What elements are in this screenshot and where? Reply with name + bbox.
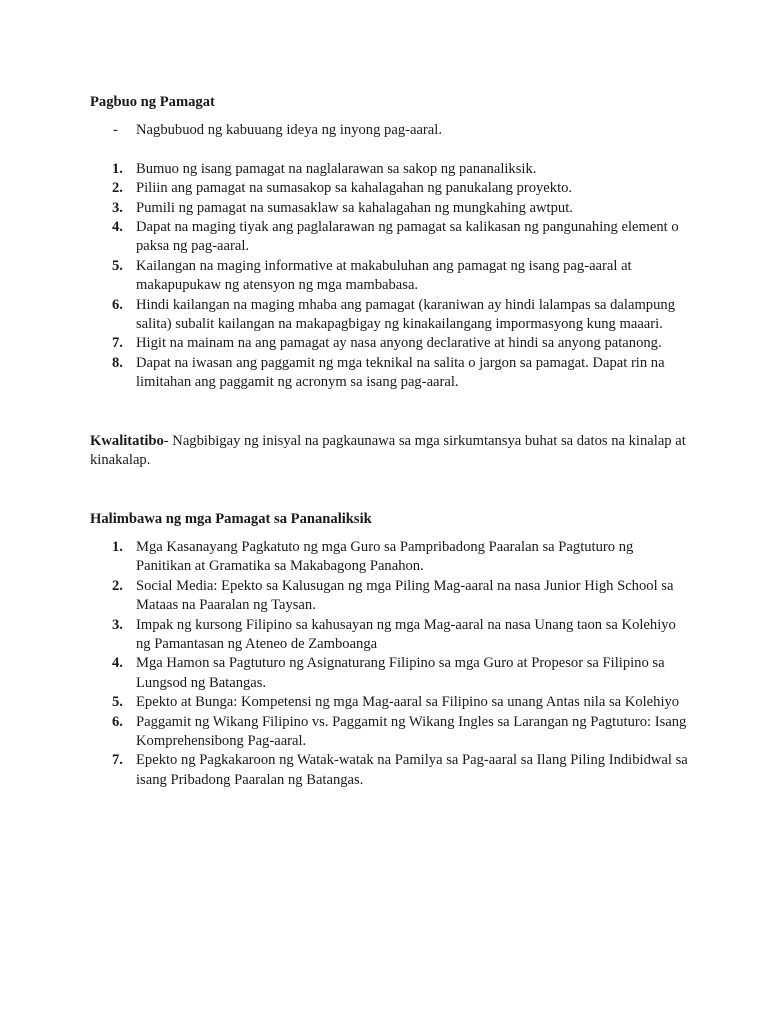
guideline-item [90, 160, 690, 179]
guideline-item [90, 354, 690, 393]
example-item [90, 693, 690, 712]
guideline-text: Higit na mainam na ang pamagat ay nasa anyong declarative at hindi sa anyong patanong. [136, 335, 662, 352]
definition-paragraph [90, 432, 690, 471]
guideline-item [90, 179, 690, 198]
example-item [90, 751, 690, 790]
list-number: 1. [112, 538, 123, 555]
list-number: 1. [112, 160, 123, 177]
example-text: Epekto at Bunga: Kompetensi ng mga Mag-aaral sa Filipino sa unang Antas nila sa Kolehiyo [136, 694, 680, 711]
guideline-item [90, 199, 690, 218]
example-text: Impak ng kursong Filipino sa kahusayan ng mga Mag-aaral na nasa Unang taon sa Kolehiyo ng Pamantasan ng Ateneo de Zamboanga [136, 616, 676, 652]
dash-bullet: - [113, 122, 118, 139]
example-item [90, 713, 690, 752]
guideline-text: Dapat na iwasan ang paggamit ng mga teknikal na salita o jargon sa pamagat. Dapat rin na limitahan ang paggamit ng acronym sa isang pag-aaral. [136, 354, 665, 391]
list-number: 4. [112, 655, 123, 672]
example-item [90, 616, 690, 655]
dash-item [90, 121, 690, 140]
guideline-text: Dapat na maging tiyak ang paglalarawan ng pamagat sa kalikasan ng pangunahing element o paksa ng pag-aaral. [136, 219, 679, 255]
example-item [90, 577, 690, 616]
list-number: 2. [112, 180, 123, 197]
guideline-text: Piliin ang pamagat na sumasakop sa kahalagahan ng panukalang proyekto. [136, 180, 573, 197]
list-number: 7. [112, 335, 123, 352]
guideline-text: Kailangan na maging informative at makabuluhan ang pamagat ng isang pag-aaral at makapupukaw ng atensyon ng mga mambabasa. [136, 257, 632, 294]
example-text: Mga Kasanayang Pagkatuto ng mga Guro sa Pampribadong Paaralan sa Pagtuturo ng Panitikan at Gramatika sa Makabagong Panahon. [136, 538, 634, 575]
example-text: Epekto ng Pagkakaroon ng Watak-watak na Pamilya sa Pag-aaral sa Ilang Piling Indibidwal sa isang Pribadong Paaralan ng Batangas. [136, 752, 688, 788]
list-number: 4. [112, 219, 123, 236]
dash-list [90, 121, 690, 140]
section-heading-pagbuo: Pagbuo ng Pamagat [90, 94, 215, 110]
dash-item-text: Nagbubuod ng kabuuang ideya ng inyong pag-aaral. [136, 122, 442, 139]
list-number: 6. [112, 296, 123, 313]
guideline-item [90, 296, 690, 335]
guideline-item [90, 218, 690, 257]
guideline-text: Bumuo ng isang pamagat na naglalarawan sa sakop ng pananaliksik. [136, 160, 537, 177]
guideline-text: Hindi kailangan na maging mhaba ang pamagat (karaniwan ay hindi lalampas sa dalampung salita) subalit kailangan na makapagbigay ng kinakailangang impormasyong kung maaari. [136, 296, 675, 333]
example-text: Social Media: Epekto sa Kalusugan ng mga Piling Mag-aaral na nasa Junior High School sa Mataas na Paaralan ng Taysan. [136, 577, 674, 614]
guidelines-list [90, 160, 690, 393]
list-number: 5. [112, 694, 123, 711]
list-number: 5. [112, 257, 123, 274]
guideline-item [90, 257, 690, 296]
definition-term: Kwalitatibo [90, 432, 164, 449]
list-number: 2. [112, 577, 123, 594]
example-text: Mga Hamon sa Pagtuturo ng Asignaturang Filipino sa mga Guro at Propesor sa Filipino sa Lungsod ng Batangas. [136, 655, 665, 691]
example-item [90, 538, 690, 577]
document-page [90, 93, 690, 790]
definition-text: - Nagbibigay ng inisyal na pagkaunawa sa mga sirkumtansya buhat sa datos na kinalap at kinakalap. [90, 432, 686, 469]
guideline-text: Pumili ng pamagat na sumasaklaw sa kahalagahan ng mungkahing awtput. [136, 199, 573, 216]
section-heading-halimbawa: Halimbawa ng mga Pamagat sa Pananaliksik [90, 510, 372, 527]
example-item [90, 654, 690, 693]
list-number: 6. [112, 713, 123, 730]
list-number: 7. [112, 752, 123, 769]
list-number: 3. [112, 199, 123, 216]
list-number: 8. [112, 354, 123, 371]
guideline-item [90, 334, 690, 353]
examples-list [90, 538, 690, 790]
list-number: 3. [112, 616, 123, 633]
example-text: Paggamit ng Wikang Filipino vs. Paggamit ng Wikang Ingles sa Larangan ng Pagtuturo: Isang Komprehensibong Pag-aaral. [136, 713, 687, 749]
